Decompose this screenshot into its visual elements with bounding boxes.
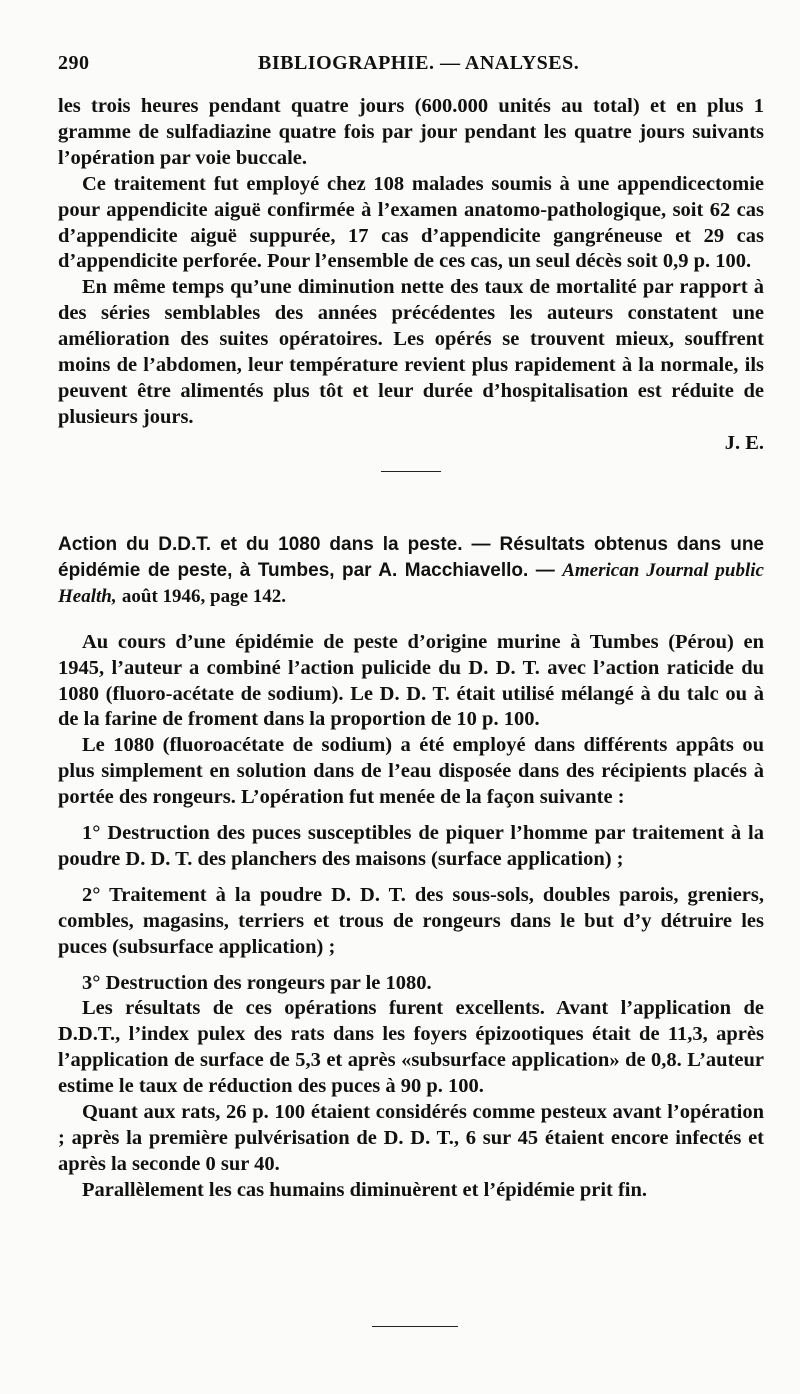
review2-title: Action du D.D.T. et du 1080 dans la peste. — Résultats obtenus dans une épidémie de peste, à Tumbes, par A. Macchiavello. — [58, 533, 764, 581]
review1-signature: J. E. [724, 431, 764, 454]
review2-paragraph-3: Les résultats de ces opérations furent excellents. Avant l’application de D.D.T., l’index pulex des rats dans les foyers épizootiques était de 11,3, après l’application de surface de 5,3 et après «subsurface application» de 0,8. L’auteur estime le taux de réduction des puces à 90 p. 100. [58, 997, 764, 1098]
review1-paragraph-2: Ce traitement fut employé chez 108 malades soumis à une appendicectomie pour appendicite aiguë confirmée à l’examen anatomo-pathologique, soit 62 cas d’appendicite aiguë suppurée, 17 cas d’appendicite gangréneuse et 29 cas d’appendicite perforée. Pour l’ensemble de ces cas, un seul décès soit 0,9 p. 100. [58, 172, 764, 273]
running-head: BIBLIOGRAPHIE. — ANALYSES. [258, 52, 580, 74]
review2-paragraph-2: Le 1080 (fluoroacétate de sodium) a été employé dans différents appâts ou plus simplement en solution dans de l’eau disposée dans des récipients placés à portée des rongeurs. L’opération fut menée de la façon suivante : [58, 734, 764, 809]
review2-list-item-1: 1° Destruction des puces susceptibles de piquer l’homme par traitement à la poudre D. D. T. des planchers des maisons (surface application) ; [58, 822, 764, 870]
review2-list-item-2: 2° Traitement à la poudre D. D. T. des sous-sols, doubles parois, greniers, combles, magasins, terriers et trous de rongeurs dans le but d’y détruire les puces (subsurface application) ; [58, 883, 764, 958]
review2-paragraph-1: Au cours d’une épidémie de peste d’origine murine à Tumbes (Pérou) en 1945, l’auteur a combiné l’action pulicide du D. D. T. avec l’action raticide du 1080 (fluoro-acétate de sodium). Le D. D. T. était utilisé mélangé à du talc ou à de la farine de froment dans la proportion de 10 p. 100. [58, 630, 764, 731]
review1-paragraph-3: En même temps qu’une diminution nette des taux de mortalité par rapport à des séries semblables des années précédentes les auteurs constatent une amélioration des suites opératoires. Les opérés se trouvent mieux, souffrent moins de l’abdomen, leur température revient plus rapidement à la normale, ils peuvent être alimentés plus tôt et leur durée d’hospitalisation est réduite de plusieurs jours. [58, 276, 764, 428]
review2-list-item-3: 3° Destruction des rongeurs par le 1080. [82, 971, 432, 994]
review2-paragraph-5: Parallèlement les cas humains diminuèrent et l’épidémie prit fin. [82, 1178, 648, 1201]
end-rule [372, 1326, 458, 1327]
page-body [58, 94, 764, 1204]
review1-paragraph-1: les trois heures pendant quatre jours (600.000 unités au total) et en plus 1 gramme de sulfadiazine quatre fois par jour pendant les quatre jours suivants l’opération par voie buccale. [58, 95, 764, 169]
separator-rule [381, 471, 441, 472]
review2-date: août 1946, page 142. [121, 585, 287, 607]
review2-paragraph-4: Quant aux rats, 26 p. 100 étaient considérés comme pesteux avant l’opération ; après la première pulvérisation de D. D. T., 6 sur 45 étaient encore infectés et après la seconde 0 sur 40. [58, 1101, 764, 1175]
review2-journal: American Journal public Health, [58, 559, 764, 607]
review2-heading [58, 532, 764, 610]
page-header [58, 52, 750, 82]
page-number: 290 [58, 52, 90, 74]
